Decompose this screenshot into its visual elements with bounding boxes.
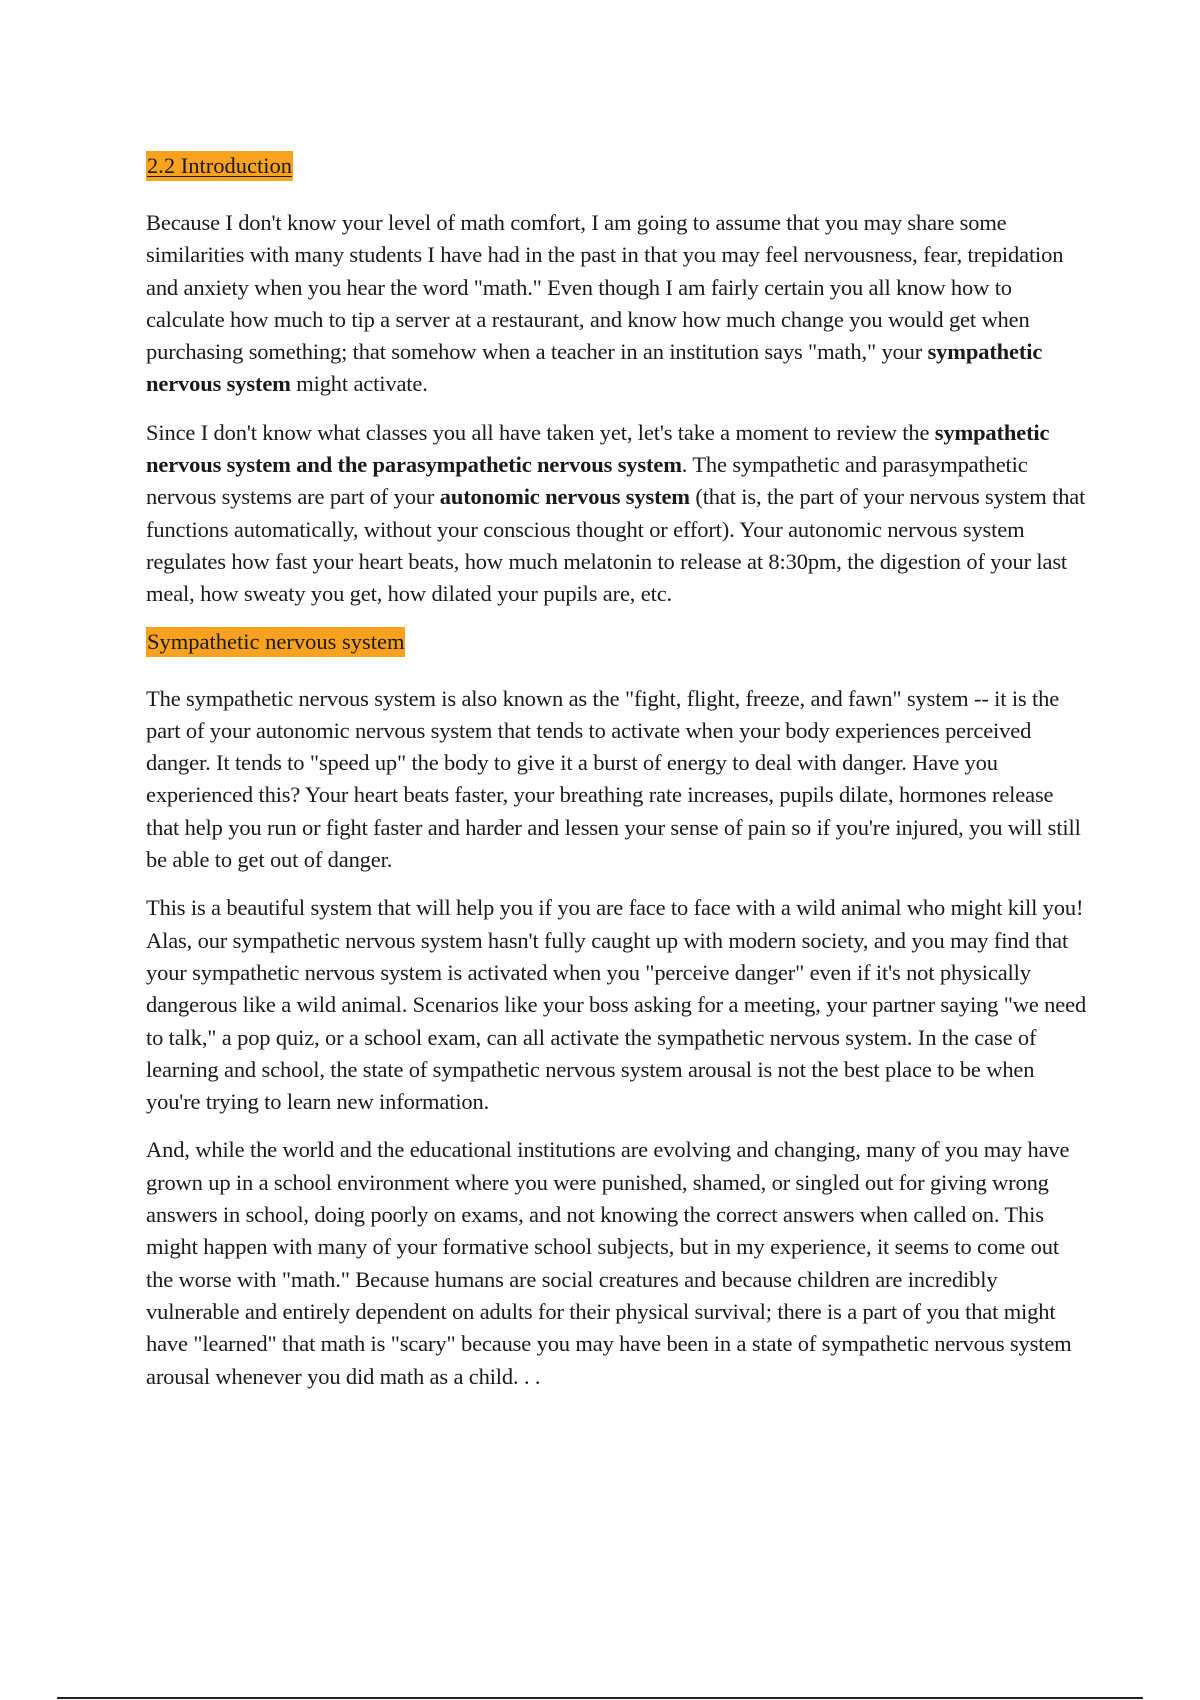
paragraph-text: The sympathetic nervous system is also known as the "fight, flight, freeze, and fawn" system -- it is the part of your autonomic nervous system that tends to activate when your body experiences perceived danger. It tends to "speed up" the body to give it a burst of energy to deal with danger. Have you experienced this? Your heart beats faster, your breathing rate increases, pupils dilate, hormones release that help you run or fight faster and harder and lessen your sense of pain so if you're injured, you will still be able to get out of danger. [146, 685, 1081, 873]
bold-term: sympathetic nervous system and the parasympathetic nervous system [146, 419, 1050, 478]
paragraph-text: And, while the world and the educational institutions are evolving and changing, many of you may have grown up in a school environment where you were punished, shamed, or singled out for giving wrong answers in school, doing poorly on exams, and not knowing the correct answers when called on. This might happen with many of your formative school subjects, but in my experience, it seems to come out the worse with "math." Because humans are social creatures and because children are incredibly vulnerable and entirely dependent on adults for their physical survival; there is a part of you that might have "learned" that math is "scary" because you may have been in a state of sympathetic nervous system arousal whenever you did math as a child. . . [146, 1137, 1072, 1389]
paragraph-text: This is a beautiful system that will help you if you are face to face with a wild animal who might kill you! Alas, our sympathetic nervous system hasn't fully caught up with modern society, and you may find that your sympathetic nervous system is activated when you "perceive danger" even if it's not physically dangerous like a wild animal. Scenarios like your boss asking for a meeting, your partner saying "we need to talk," a pop quiz, or a school exam, can all activate the sympathetic nervous system. In the case of learning and school, the state of sympathetic nervous system arousal is not the best place to be when you're trying to learn new information. [146, 895, 1087, 1115]
paragraph-text: Since I don't know what classes you all have taken yet, let's take a moment to review the [146, 419, 935, 445]
bold-term: autonomic nervous system [439, 484, 690, 510]
footer-divider [57, 1697, 1143, 1699]
bold-term: sympathetic nervous system [146, 339, 1043, 397]
paragraph-text: Because I don't know your level of math comfort, I am going to assume that you may share some similarities with many students I have had in the past in that you may feel nervousness, fear, trepidation and anxiety when you hear the word "math." Even though I am fairly certain you all know how to calculate how much to tip a server at a restaurant, and know how much change you would get when purchasing something; that somehow when a teacher in an institution says "math," your [146, 210, 1064, 365]
paragraph-text: might activate. [290, 371, 428, 397]
paragraph-intro-1 [146, 207, 1090, 401]
paragraph-sympathetic-2 [146, 892, 1090, 1118]
paragraph-text: (that is, the part of your nervous system that functions automatically, without your conscious thought or effort). Your autonomic nervous system regulates how fast your heart beats, how much melatonin to release at 8:30pm, the digestion of your last meal, how sweaty you get, how dilated your pupils are, etc. [146, 484, 1086, 607]
paragraph-sympathetic-1 [146, 683, 1090, 877]
section-heading-sympathetic-wrap [146, 627, 1090, 657]
paragraph-text: . The sympathetic and parasympathetic nervous systems are part of your [146, 452, 1028, 510]
document-body [146, 151, 1090, 1409]
section-heading-introduction-wrap [146, 151, 1090, 181]
paragraph-sympathetic-3 [146, 1134, 1090, 1392]
section-heading-introduction: 2.2 Introduction [146, 151, 293, 181]
paragraph-intro-2 [146, 417, 1090, 611]
section-heading-sympathetic: Sympathetic nervous system [146, 627, 405, 657]
